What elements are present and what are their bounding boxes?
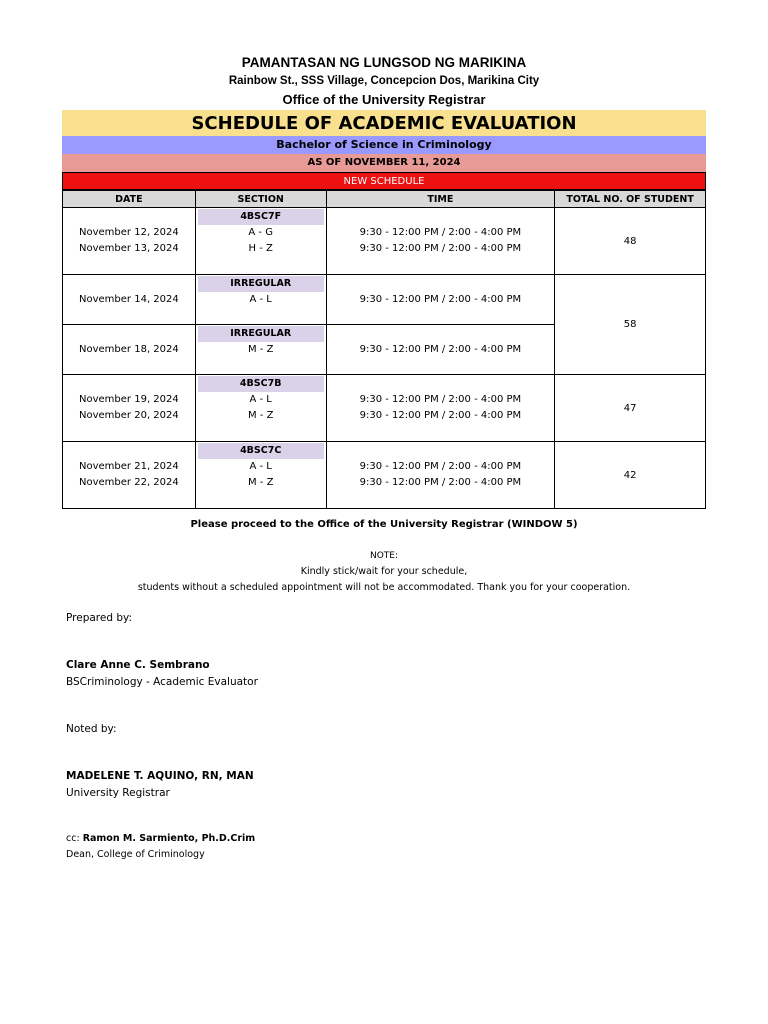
total-cell: 47 xyxy=(555,375,706,442)
section-label: 4BSC7F xyxy=(198,209,324,225)
date-cell xyxy=(63,375,196,442)
time-cell xyxy=(326,275,555,325)
time-text: 9:30 - 12:00 PM / 2:00 - 4:00 PM xyxy=(359,461,522,472)
program-name: Bachelor of Science in Criminology xyxy=(62,136,706,154)
schedule-table xyxy=(62,190,706,509)
table-row xyxy=(63,275,706,325)
time-text: 9:30 - 12:00 PM / 2:00 - 4:00 PM xyxy=(359,344,522,355)
header-date: DATE xyxy=(63,191,196,208)
section-range: A - L xyxy=(249,394,272,405)
note-label: NOTE: xyxy=(369,551,399,561)
header-time: TIME xyxy=(326,191,555,208)
date-text: November 22, 2024 xyxy=(79,477,179,488)
header-total: TOTAL NO. OF STUDENT xyxy=(555,191,706,208)
as-of-date: AS OF NOVEMBER 11, 2024 xyxy=(62,154,706,172)
section-cell xyxy=(195,375,326,442)
section-label: 4BSC7C xyxy=(198,443,324,459)
date-cell xyxy=(63,442,196,509)
section-cell xyxy=(195,275,326,325)
prepared-by-label: Prepared by: xyxy=(66,612,132,624)
date-cell xyxy=(63,208,196,275)
section-label: 4BSC7B xyxy=(198,376,324,392)
table-header-row xyxy=(63,191,706,208)
time-text: 9:30 - 12:00 PM / 2:00 - 4:00 PM xyxy=(359,477,522,488)
date-cell xyxy=(63,275,196,325)
time-text: 9:30 - 12:00 PM / 2:00 - 4:00 PM xyxy=(359,227,522,238)
section-range: M - Z xyxy=(247,477,274,488)
date-text: November 12, 2024 xyxy=(79,227,179,238)
time-text: 9:30 - 12:00 PM / 2:00 - 4:00 PM xyxy=(359,294,522,305)
section-range: M - Z xyxy=(247,410,274,421)
date-cell xyxy=(63,325,196,375)
cc-name: Ramon M. Sarmiento, Ph.D.Crim xyxy=(82,833,256,844)
university-name: PAMANTASAN NG LUNGSOD NG MARIKINA xyxy=(241,55,527,70)
table-row xyxy=(63,208,706,275)
cc-line xyxy=(66,833,255,844)
proceed-instruction: Please proceed to the Office of the University Registrar (WINDOW 5) xyxy=(190,519,578,530)
total-cell: 58 xyxy=(555,275,706,375)
university-address: Rainbow St., SSS Village, Concepcion Dos, Marikina City xyxy=(228,75,540,87)
section-range: A - L xyxy=(249,294,272,305)
cc-title: Dean, College of Criminology xyxy=(66,849,205,860)
office-name: Office of the University Registrar xyxy=(282,92,486,107)
header-section: SECTION xyxy=(195,191,326,208)
schedule-title: SCHEDULE OF ACADEMIC EVALUATION xyxy=(62,110,706,136)
date-text: November 18, 2024 xyxy=(79,344,179,355)
date-text: November 14, 2024 xyxy=(79,294,179,305)
section-range: A - L xyxy=(249,461,272,472)
noted-by-name: MADELENE T. AQUINO, RN, MAN xyxy=(66,770,254,782)
total-cell: 48 xyxy=(555,208,706,275)
prepared-by-name: Clare Anne C. Sembrano xyxy=(66,659,210,671)
section-cell xyxy=(195,442,326,509)
table-row xyxy=(63,375,706,442)
time-cell xyxy=(326,325,555,375)
prepared-by-title: BSCriminology - Academic Evaluator xyxy=(66,676,258,688)
section-cell xyxy=(195,208,326,275)
section-label: IRREGULAR xyxy=(198,326,324,342)
section-cell xyxy=(195,325,326,375)
new-schedule-banner: NEW SCHEDULE xyxy=(62,172,706,190)
section-range: A - G xyxy=(248,227,273,238)
section-range: M - Z xyxy=(247,344,274,355)
note-line-2: students without a scheduled appointment will not be accommodated. Thank you for your cooperation. xyxy=(137,582,631,593)
date-text: November 21, 2024 xyxy=(79,461,179,472)
time-cell xyxy=(326,442,555,509)
date-text: November 20, 2024 xyxy=(79,410,179,421)
date-text: November 13, 2024 xyxy=(79,243,179,254)
time-text: 9:30 - 12:00 PM / 2:00 - 4:00 PM xyxy=(359,243,522,254)
time-text: 9:30 - 12:00 PM / 2:00 - 4:00 PM xyxy=(359,394,522,405)
noted-by-title: University Registrar xyxy=(66,787,170,799)
time-text: 9:30 - 12:00 PM / 2:00 - 4:00 PM xyxy=(359,410,522,421)
total-cell: 42 xyxy=(555,442,706,509)
date-text: November 19, 2024 xyxy=(79,394,179,405)
cc-prefix: cc: xyxy=(66,833,80,844)
time-cell xyxy=(326,375,555,442)
section-label: IRREGULAR xyxy=(198,276,324,292)
noted-by-label: Noted by: xyxy=(66,723,117,735)
note-line-1: Kindly stick/wait for your schedule, xyxy=(300,566,468,577)
table-row xyxy=(63,442,706,509)
time-cell xyxy=(326,208,555,275)
section-range: H - Z xyxy=(248,243,273,254)
